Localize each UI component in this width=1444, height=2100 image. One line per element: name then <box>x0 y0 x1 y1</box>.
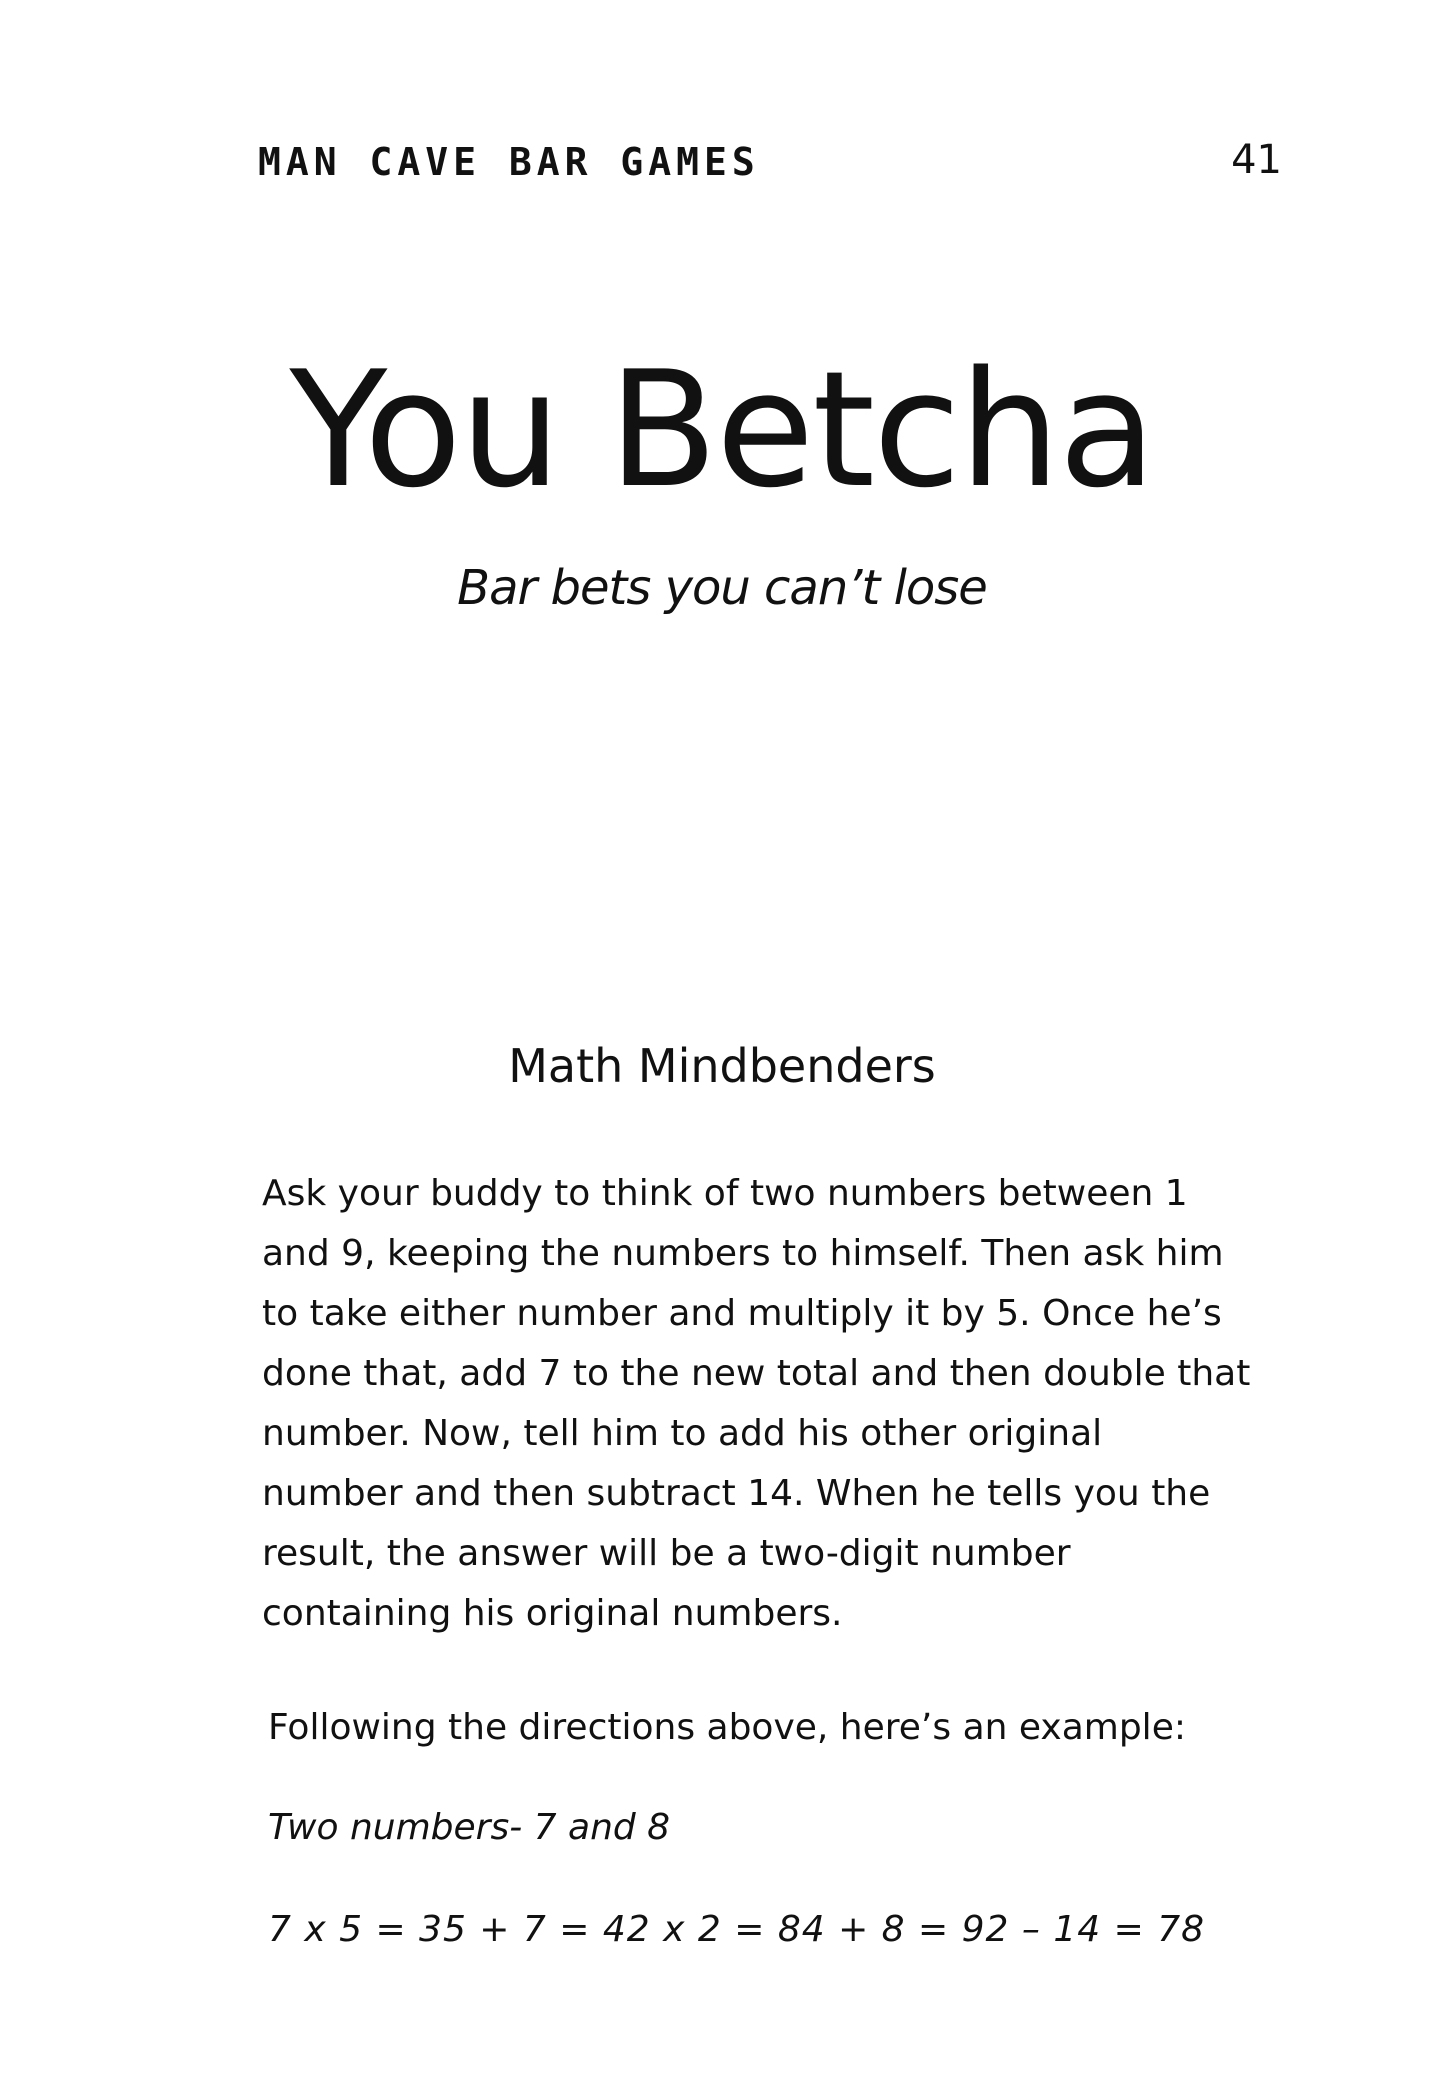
running-head: MAN CAVE BAR GAMES <box>258 140 760 184</box>
example-intro: Following the directions above, here’s an example: <box>268 1707 1186 1748</box>
chapter-subtitle: Bar bets you can’t lose <box>457 560 987 616</box>
chapter-title: You Betcha <box>289 336 1155 523</box>
example-calculation: 7 x 5 = 35 + 7 = 42 x 2 = 84 + 8 = 92 – 14 = 78 <box>268 1909 1205 1950</box>
page-number: 41 <box>1231 137 1282 183</box>
section-heading: Math Mindbenders <box>508 1039 936 1093</box>
body-paragraph: Ask your buddy to think of two numbers between 1 and 9, keeping the numbers to himself. Then ask him to take either number and multiply it by 5. Once he’s done that, add 7 to the new total and then double that number. Now, tell him to add his other original number and then subtract 14. When he tells you the result, the answer will be a two-digit number containing his original numbers. <box>262 1173 1251 1634</box>
example-numbers: Two numbers- 7 and 8 <box>268 1807 671 1848</box>
